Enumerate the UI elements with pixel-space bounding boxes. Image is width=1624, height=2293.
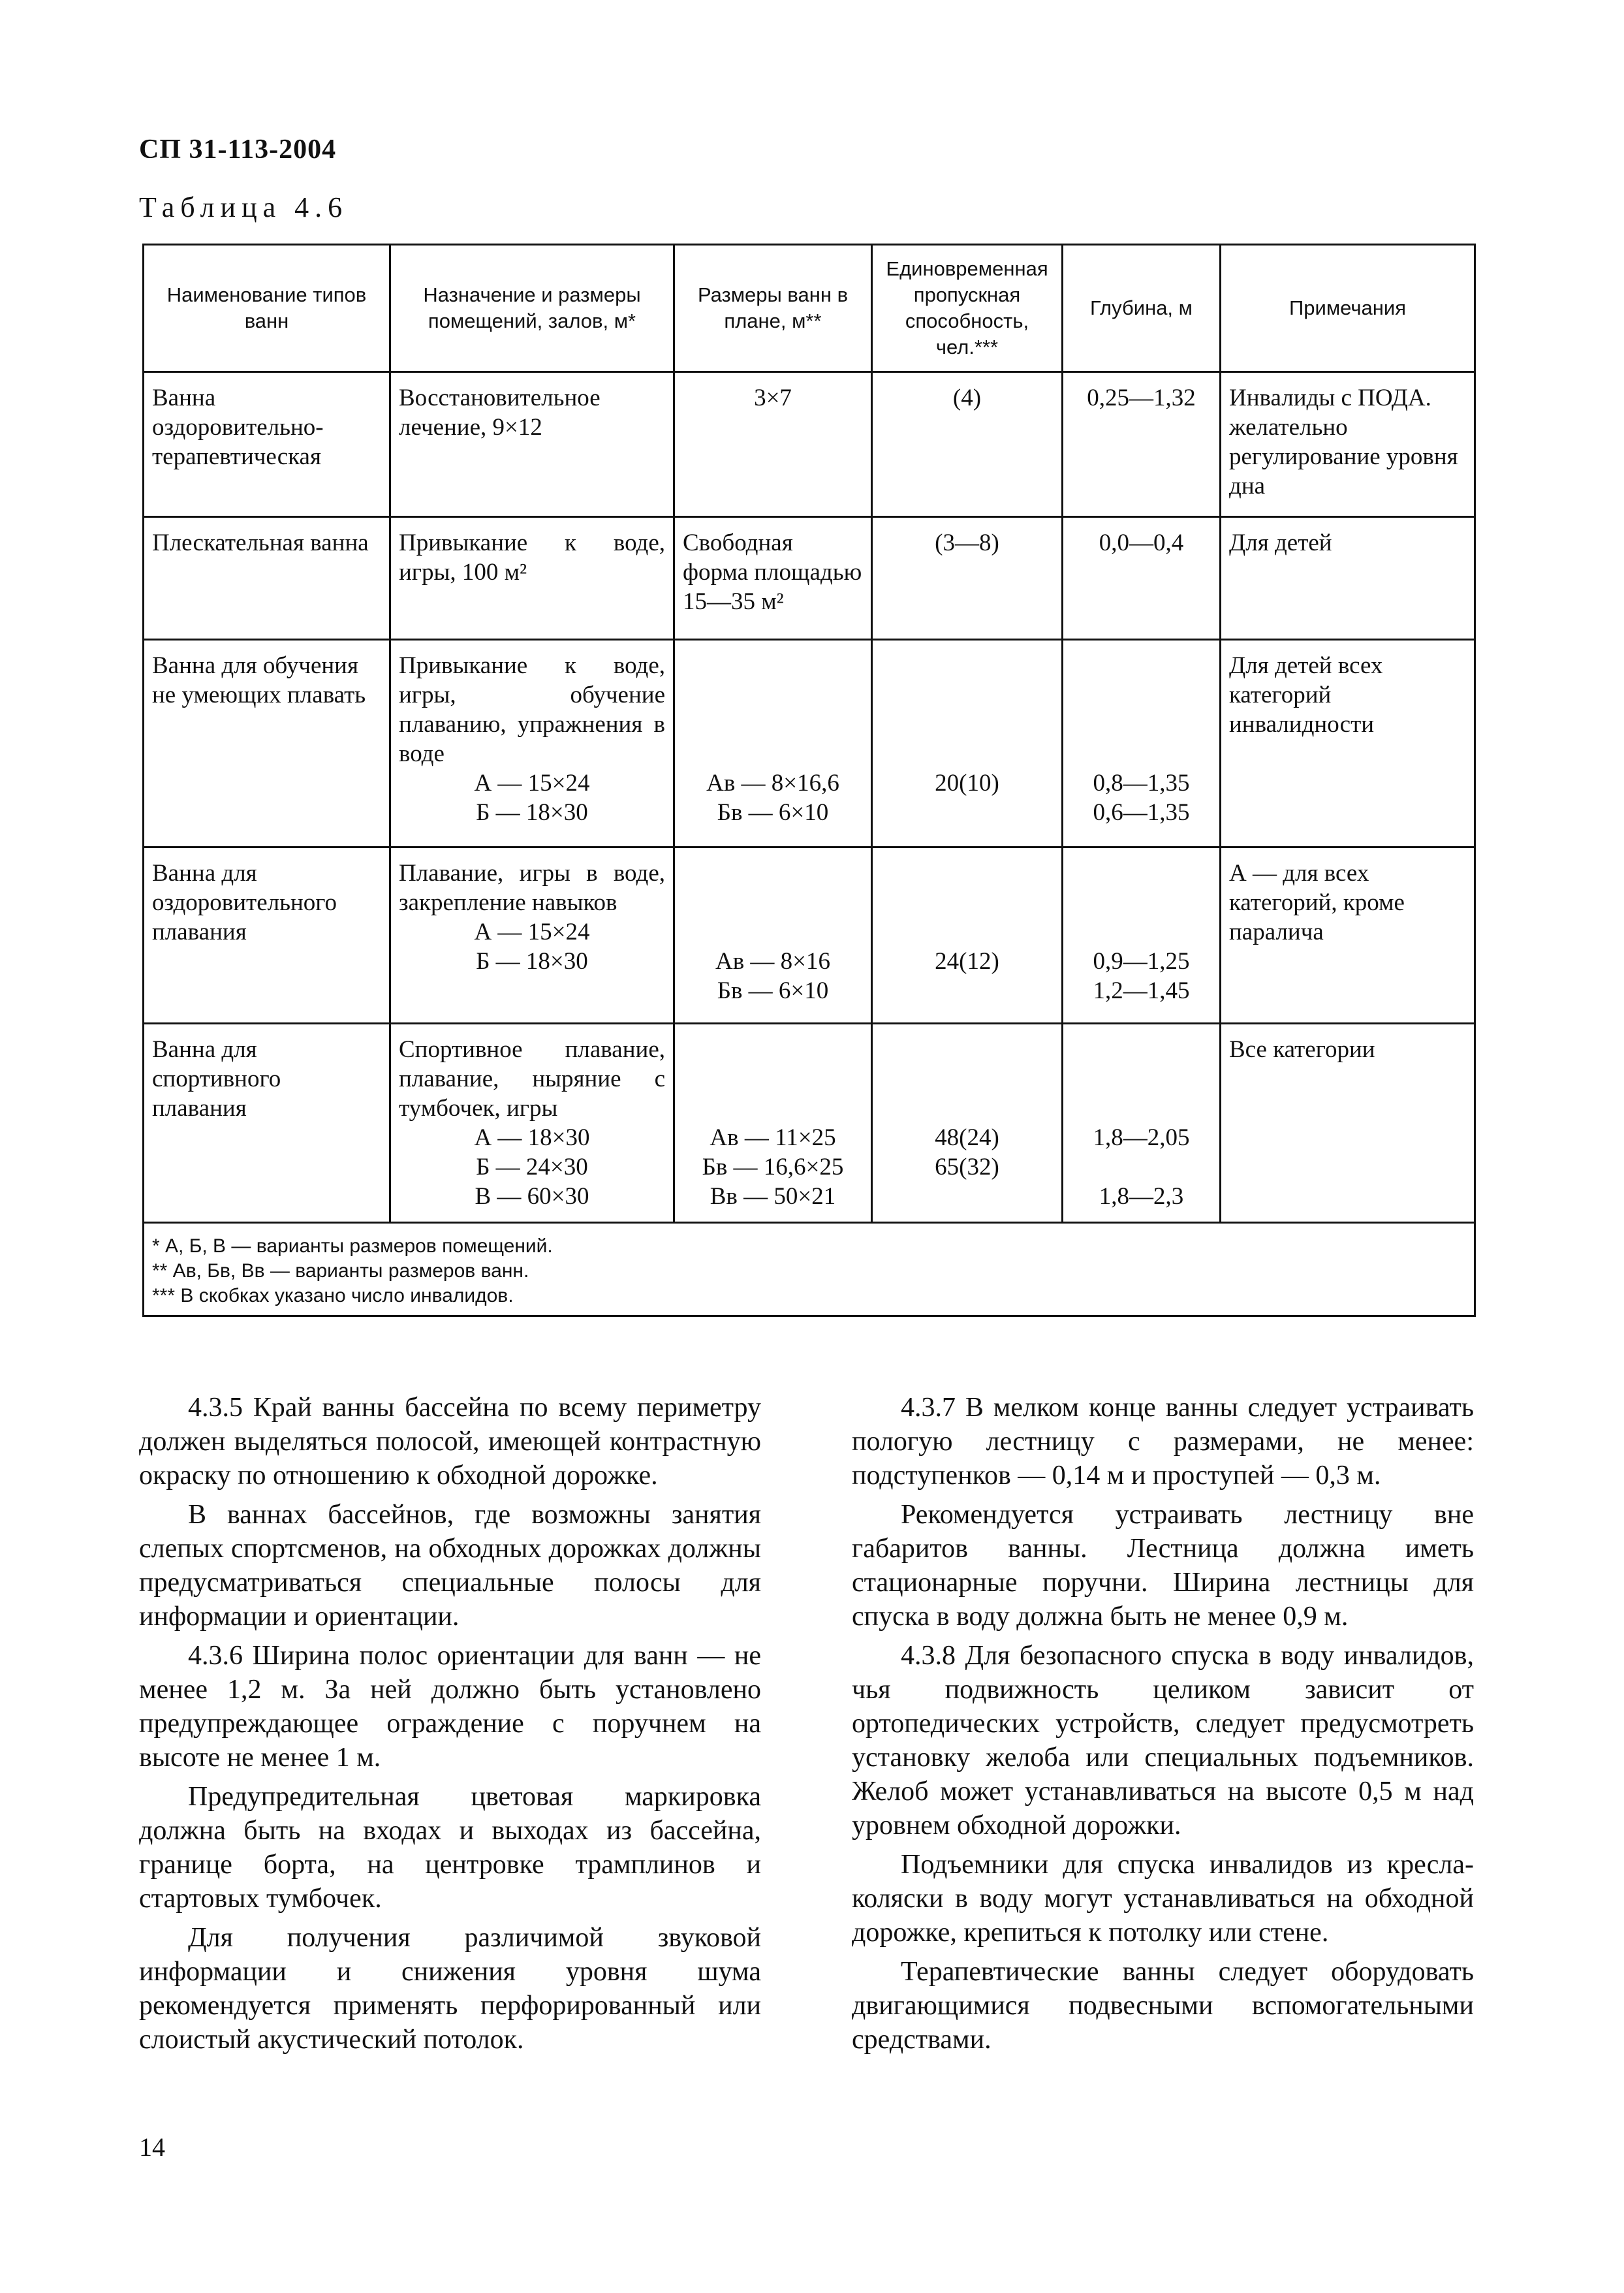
- row-notes: Для детей: [1221, 517, 1475, 640]
- capacity-value: 48(24): [935, 1124, 999, 1151]
- row-capacity: [872, 372, 1063, 517]
- row-sizes: [674, 372, 872, 517]
- row-capacity: [872, 1024, 1063, 1223]
- row-type: Ванна для оздоровительного плавания: [144, 847, 390, 1024]
- variant-value: А — 15×24: [474, 919, 590, 945]
- depth-value: 0,9—1,25: [1093, 948, 1190, 975]
- depth-value: 1,8—2,3: [1099, 1183, 1184, 1210]
- header-depth: Глубина, м: [1063, 245, 1221, 372]
- row-notes: А — для всех категорий, кроме паралича: [1221, 847, 1475, 1024]
- table-row: [144, 1024, 1475, 1223]
- table-header-row: [144, 245, 1475, 372]
- row-depth: [1063, 640, 1221, 847]
- paragraph: Предупредительная цветовая маркировка должна быть на входах и выходах из бассейна, границе борта, на центровке трамплинов и стартовых тумбочек.: [139, 1782, 761, 1914]
- paragraph: Подъемники для спуска инвалидов из кресла-коляски в воду могут устанавливаться на обходной дорожке, крепиться к потолку или стене.: [852, 1850, 1474, 1948]
- row-capacity: [872, 640, 1063, 847]
- row-capacity: [872, 847, 1063, 1024]
- row-depth: [1063, 372, 1221, 517]
- header-capacity: Единовременная пропускная способность, чел.***: [872, 245, 1063, 372]
- capacity-value: 20(10): [935, 770, 999, 797]
- row-sizes: [674, 1024, 872, 1223]
- row-purpose: Восстановительное лечение, 9×12: [390, 372, 674, 517]
- paragraph: 4.3.6 Ширина полос ориентации для ванн — не менее 1,2 м. За ней должно быть установлено предупреждающее ограждение с поручнем на высоте не менее 1 м.: [139, 1641, 761, 1773]
- size-value: Ав — 8×16,6: [706, 770, 839, 797]
- capacity-value: (3—8): [935, 530, 999, 556]
- footnote: * А, Б, В — варианты размеров помещений.: [152, 1235, 553, 1257]
- size-value: Бв — 6×10: [717, 799, 829, 826]
- purpose-text: Привыкание к воде, игры, обучение плаванию, упражнения в воде: [399, 652, 665, 767]
- row-notes: Инвалиды с ПОДА. желательно регулирование уровня дна: [1221, 372, 1475, 517]
- size-value: Ав — 11×25: [710, 1124, 836, 1151]
- row-sizes: [674, 640, 872, 847]
- variant-value: В — 60×30: [475, 1183, 589, 1210]
- left-column: [139, 1391, 761, 2062]
- table-row: [144, 372, 1475, 517]
- header-type: Наименование типов ванн: [144, 245, 390, 372]
- depth-value: 0,8—1,35: [1093, 770, 1190, 797]
- table-row: [144, 517, 1475, 640]
- size-value: Вв — 50×21: [710, 1183, 836, 1210]
- size-value: 3×7: [754, 385, 792, 411]
- paragraph: 4.3.8 Для безопасного спуска в воду инвалидов, чья подвижность целиком зависит от ортопедических устройств, следует предусмотреть установку желоба или специальных подъемников. Желоб может устанавливаться на высоте 0,5 м над уровнем обходной дорожки.: [852, 1641, 1474, 1841]
- right-column: [852, 1391, 1474, 2062]
- variant-value: Б — 18×30: [476, 948, 588, 975]
- paragraph: 4.3.5 Край ванны бассейна по всему периметру должен выделяться полосой, имеющей контрастную окраску по отношению к обходной дорожке.: [139, 1393, 761, 1491]
- row-purpose: [390, 847, 674, 1024]
- variant-value: А — 15×24: [474, 770, 590, 797]
- table-row: [144, 640, 1475, 847]
- paragraph: Терапевтические ванны следует оборудовать двигающимися подвесными вспомогательными средствами.: [852, 1957, 1474, 2055]
- row-type: Ванна оздоровительно-терапевтическая: [144, 372, 390, 517]
- purpose-text: Спортивное плавание, плавание, ныряние с тумбочек, игры: [399, 1036, 665, 1122]
- row-notes: Для детей всех категорий инвалидности: [1221, 640, 1475, 847]
- row-sizes: [674, 847, 872, 1024]
- document-code: СП 31-113-2004: [139, 134, 337, 165]
- row-depth: [1063, 847, 1221, 1024]
- purpose-text: Плавание, игры в воде, закрепление навыков: [399, 860, 665, 916]
- table-row: [144, 847, 1475, 1024]
- variant-value: Б — 24×30: [476, 1154, 588, 1180]
- variant-value: А — 18×30: [474, 1124, 590, 1151]
- capacity-value: 24(12): [935, 948, 999, 975]
- depth-value: 1,8—2,05: [1093, 1124, 1190, 1151]
- header-notes: Примечания: [1221, 245, 1475, 372]
- size-value: Ав — 8×16: [715, 948, 831, 975]
- paragraph: Для получения различимой звуковой информации и снижения уровня шума рекомендуется применять перфорированный или слоистый акустический потолок.: [139, 1923, 761, 2055]
- header-sizes: Размеры ванн в плане, м**: [674, 245, 872, 372]
- table-footnotes: [144, 1223, 1475, 1316]
- size-value: Бв — 16,6×25: [702, 1154, 844, 1180]
- row-type: Плескательная ванна: [144, 517, 390, 640]
- capacity-value: 65(32): [935, 1154, 999, 1180]
- depth-value: 0,25—1,32: [1087, 385, 1196, 411]
- row-purpose: [390, 640, 674, 847]
- header-purpose: Назначение и размеры помещений, залов, м*: [390, 245, 674, 372]
- row-depth: [1063, 1024, 1221, 1223]
- capacity-value: (4): [952, 385, 982, 411]
- size-value: Свободная форма площадью 15—35 м²: [683, 530, 862, 615]
- size-value: Бв — 6×10: [717, 977, 829, 1004]
- row-purpose: [390, 1024, 674, 1223]
- row-purpose: Привыкание к воде, игры, 100 м²: [390, 517, 674, 640]
- depth-value: 0,6—1,35: [1093, 799, 1190, 826]
- row-type: Ванна для спортивного плавания: [144, 1024, 390, 1223]
- row-notes: Все категории: [1221, 1024, 1475, 1223]
- depth-value: 1,2—1,45: [1093, 977, 1190, 1004]
- footnote: *** В скобках указано число инвалидов.: [152, 1285, 514, 1306]
- paragraph: В ваннах бассейнов, где возможны занятия слепых спортсменов, на обходных дорожках должны предусматриваться специальные полосы для информации и ориентации.: [139, 1500, 761, 1632]
- table-footnotes-row: [144, 1223, 1475, 1316]
- depth-value: 0,0—0,4: [1099, 530, 1184, 556]
- table-title: Таблица 4.6: [139, 191, 349, 223]
- row-capacity: [872, 517, 1063, 640]
- row-sizes: [674, 517, 872, 640]
- paragraph: Рекомендуется устраивать лестницу вне габаритов ванны. Лестница должна иметь стационарные поручни. Ширина лестницы для спуска в воду должна быть не менее 0,9 м.: [852, 1500, 1474, 1632]
- footnote: ** Ав, Бв, Вв — варианты размеров ванн.: [152, 1260, 529, 1282]
- pools-table: [142, 244, 1476, 1317]
- page-number: 14: [139, 2132, 165, 2162]
- row-type: Ванна для обучения не умеющих плавать: [144, 640, 390, 847]
- variant-value: Б — 18×30: [476, 799, 588, 826]
- row-depth: [1063, 517, 1221, 640]
- paragraph: 4.3.7 В мелком конце ванны следует устраивать пологую лестницу с размерами, не менее: подступенков — 0,14 м и проступей — 0,3 м.: [852, 1393, 1474, 1491]
